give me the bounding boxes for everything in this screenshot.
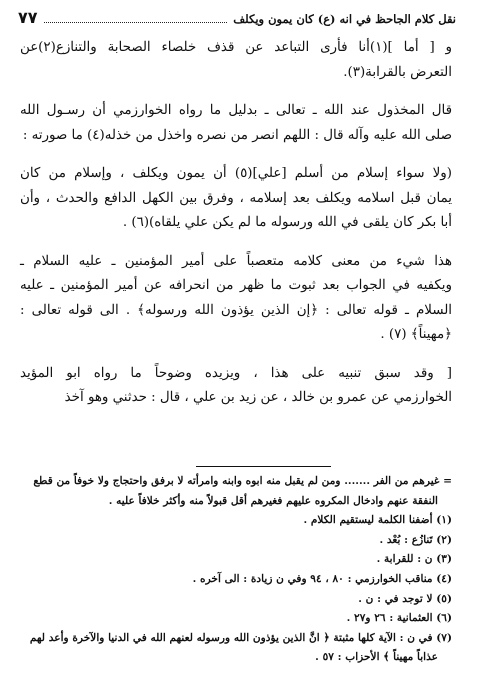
text-line: (ولا سواء إسلام من أسلم [علي](٥) أن يمون ويكلف ، وإسلام من كان (20, 166, 452, 181)
paragraph (20, 162, 452, 236)
paragraph (20, 250, 452, 348)
main-text (20, 36, 452, 425)
footnote-line: (٤) مناقب الخوارزمي : ٨٠ ، ٩٤ وفي ن زيادة : الى آخره . (192, 572, 452, 585)
header-dotted-leader (44, 22, 228, 23)
text-line: صلى الله عليه وآله قال : اللهم انصر من نصره واخذل من خذله(٤) ما صورته : (22, 127, 452, 143)
footnote-line: (٥) لا توجد في : ن . (358, 592, 452, 605)
paragraph (20, 36, 452, 85)
page-header (18, 8, 456, 30)
paragraph (20, 362, 452, 411)
footnote-line: = غيرهم من الفر ....... ومن لم يقبل منه ابوه وابنه وامرأته لا برفق واحتجاج ولا خوفاً من قطع (33, 475, 452, 487)
footnote-line: (٦) العثمانية : ٢٦ و٢٧ . (346, 612, 452, 625)
running-title: نقل كلام الجاحظ في انه (ع) كان يمون ويكلف (233, 12, 456, 26)
page-number: ٧٧ (18, 8, 38, 27)
footnote-line: (١) أضفنا الكلمة ليستقيم الكلام . (303, 514, 452, 527)
text-line: و [ أما ](١)أنا فأرى التباعد عن قذف خلصاء الصحابة والتنازع(٢)عن (20, 40, 452, 55)
text-line: الخوارزمي عن عمرو بن خالد ، عن زيد بن علي ، قال : حدثني وهو آخذ (64, 390, 452, 405)
text-line: التعرض بالقرابة(٣). (343, 64, 452, 80)
text-line: السلام ـ قوله تعالى : ﴿إن الذين يؤذون الله ورسوله﴾ . الى قوله تعالى : (20, 302, 452, 318)
text-line: [ وقد سبق تنبيه على هذا ، ويزيده وضوحاً ما رواه ابو المؤيد (20, 365, 452, 381)
footnote-line: (٣) ن : للقرابة . (376, 553, 452, 566)
text-line: ﴿مهيناً﴾ (٧) . (380, 327, 452, 342)
text-line: قال المخذول عند الله ـ تعالى ـ بدليل ما رواه الخوارزمي أن رسـول الله (20, 103, 452, 118)
footnote-line: النفقة عنهم وادخال المكروه عليهم فغيرهم أقل قبولاً منه وأكثر خلافاً عليه . (108, 494, 438, 507)
footnotes (24, 472, 452, 668)
text-line: يمان قبل اسلامه ويكلف بعد إسلامه ، وفرق بين الكهل الدافع والحدث ، وأن (20, 190, 452, 206)
footnote-line: عذاباً مهيناً ﴾ الأحزاب : ٥٧ . (315, 651, 438, 664)
footnote-line: (٢) تَنازُع : بُعْد . (379, 533, 452, 546)
text-line: أبا بكر كان يلقى في الله ورسوله ما لم يكن علي يلقاه)(٦) . (122, 215, 452, 230)
text-line: ويكفيه في الجواب بعد ثبوت ما ظهر من انحرافه عن أمير المؤمنين ـ عليه (20, 278, 452, 293)
footnote-line: (٧) في ن : الآية كلها مثبتة ﴿ انَّ الذين يؤذون الله ورسوله لعنهم الله في الدنيا والآخرة وأعد لهم (29, 631, 452, 644)
paragraph (20, 99, 452, 148)
text-line: هذا شيء من معنى كلامه متعصباً على أمير المؤمنين ـ عليه السلام ـ (20, 253, 452, 269)
footnote-separator (196, 466, 331, 467)
